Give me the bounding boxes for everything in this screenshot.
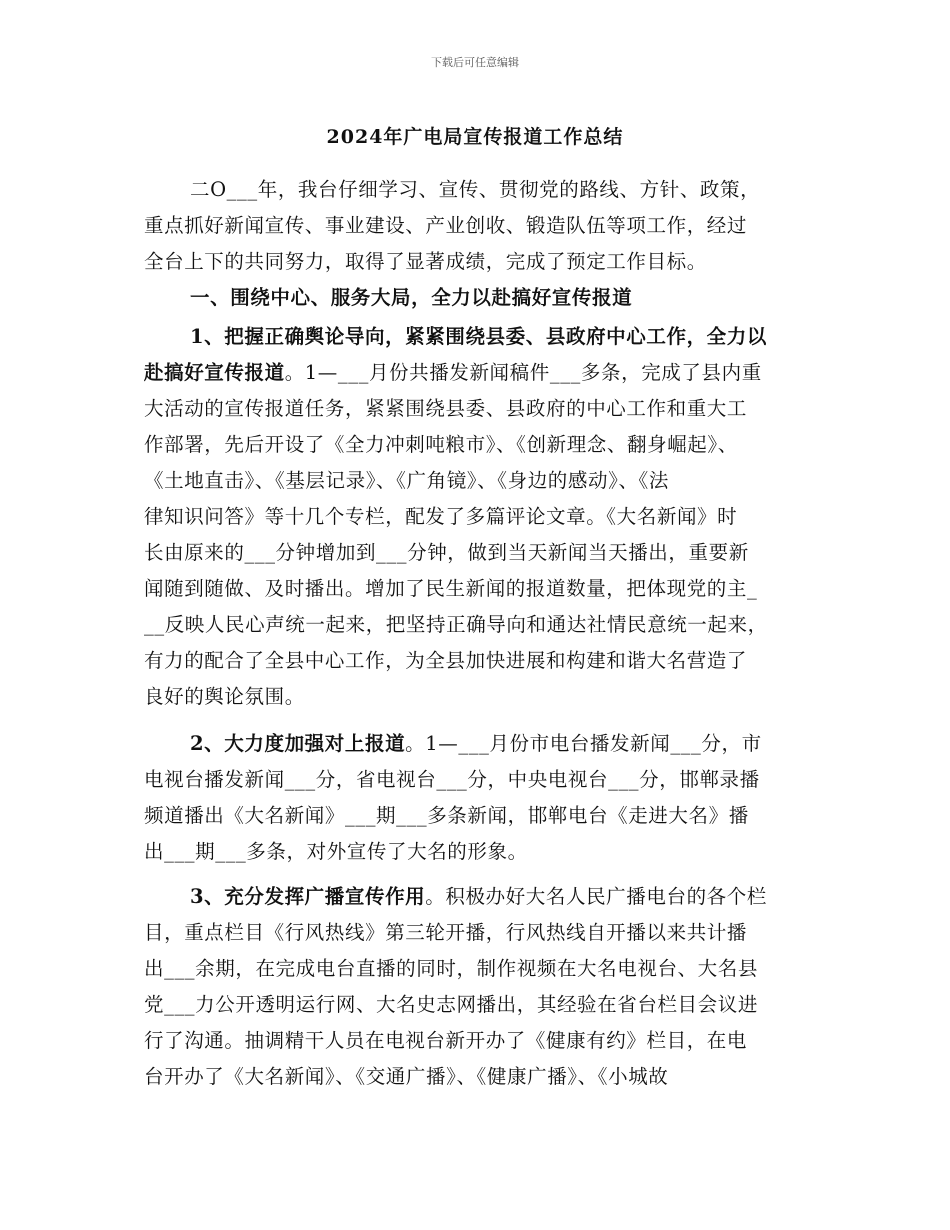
paragraph-line: 重点抓好新闻宣传、事业建设、产业创收、锻造队伍等项工作，经过: [144, 214, 748, 237]
paragraph-line: 台开办了《大名新闻》、《交通广播》、《健康广播》、《小城故: [144, 1065, 669, 1088]
paragraph-line: 作部署，先后开设了《全力冲刺吨粮市》、《创新理念、翻身崛起》、: [144, 433, 738, 456]
paragraph-line: 长由原来的___分钟增加到___分钟，做到当天新闻当天播出，重要新: [144, 541, 749, 564]
paragraph-line: [190, 726, 762, 762]
section-heading: 一、围绕中心、服务大局，全力以赴搞好宣传报道: [190, 286, 633, 309]
paragraph-line: 出___余期，在完成电台直播的同时，制作视频在大名电视台、大名县: [144, 957, 758, 980]
paragraph-line: 闻随到随做、及时播出。增加了民生新闻的报道数量，把体现党的主_: [144, 577, 758, 600]
paragraph-line: __反映人民心声统一起来，把坚持正确导向和通达社情民意统一起来，: [144, 613, 768, 636]
document-title: 2024年广电局宣传报道工作总结: [326, 126, 624, 148]
paragraph-line: 大活动的宣传报道任务，紧紧围绕县委、县政府的中心工作和重大工: [144, 397, 748, 420]
paragraph-line: 目，重点栏目《行风热线》第三轮开播，行风热线自开播以来共计播: [144, 921, 748, 944]
paragraph-line: 党___力公开透明运行网、大名史志网播出，其经验在省台栏目会议进: [144, 993, 758, 1016]
paragraph-text: 。积极办好大名人民广播电台的各个栏: [425, 885, 767, 908]
item-heading: 3、充分发挥广播宣传作用: [190, 885, 426, 908]
paragraph-line: 电视台播发新闻___分，省电视台___分，中央电视台___分，邯郸录播: [144, 768, 760, 791]
paragraph-line: 频道播出《大名新闻》___期___多条新闻，邯郸电台《走进大名》播: [144, 804, 749, 827]
item-heading: 2、大力度加强对上报道: [190, 732, 406, 755]
paragraph-line: 出___期___多条，对外宣传了大名的形象。: [144, 840, 528, 863]
item-heading-continued: 赴搞好宣传报道: [144, 361, 285, 384]
paragraph-text: 。1—___月份共播发新闻稿件___多条，完成了县内重: [284, 361, 762, 384]
paragraph-line: [144, 355, 762, 391]
paragraph-line: 二O___年，我台仔细学习、宣传、贯彻党的路线、方针、政策，: [190, 178, 761, 201]
paragraph-line: 行了沟通。抽调精干人员在电视台新开办了《健康有约》栏目，在电: [144, 1029, 748, 1052]
paragraph-line: 有力的配合了全县中心工作，为全县加快进展和构建和谐大名营造了: [144, 649, 748, 672]
paragraph-line: 律知识问答》等十几个专栏，配发了多篇评论文章。《大名新闻》时: [144, 505, 738, 528]
paragraph-line: 良好的舆论氛围。: [144, 685, 305, 708]
paragraph-line: [190, 879, 767, 915]
paragraph-line: 《土地直击》、《基层记录》、《广角镜》、《身边的感动》、《法: [144, 469, 670, 492]
paragraph-line: 全台上下的共同努力，取得了显著成绩，完成了预定工作目标。: [144, 250, 707, 273]
paragraph-text: 。1—___月份市电台播发新闻___分，市: [405, 732, 762, 755]
item-heading: 1、把握正确舆论导向，紧紧围绕县委、县政府中心工作，全力以: [190, 325, 767, 348]
page-header: 下载后可任意编辑: [431, 56, 519, 69]
